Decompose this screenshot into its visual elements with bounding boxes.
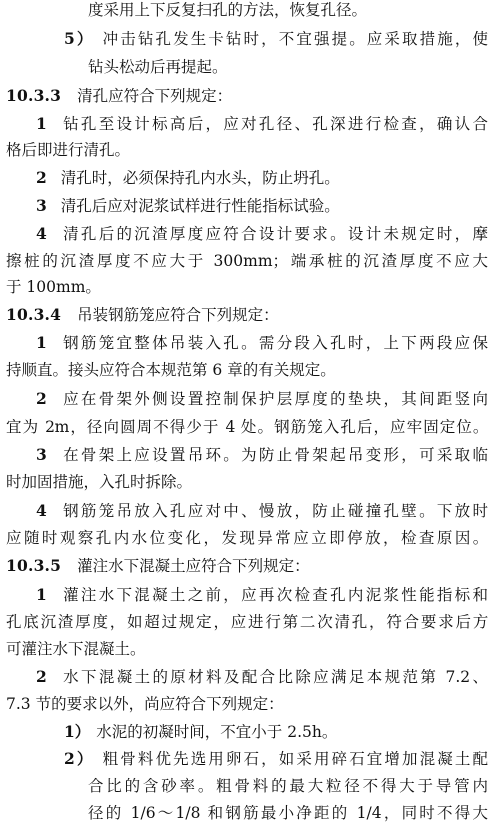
item-number: 2 <box>36 667 47 686</box>
item <box>0 580 488 610</box>
item <box>0 328 488 358</box>
item-number: 3 <box>36 445 47 464</box>
text-line <box>0 52 488 82</box>
line-text: 钢筋笼宜整体吊装入孔。需分段入孔时，上下两段应保 <box>60 334 488 352</box>
item-number: 1） <box>64 722 91 741</box>
line-text: 径的 1/6～1/8 和钢筋最小净距的 1/4，同时不得大 <box>88 804 488 822</box>
item-number: 5） <box>64 29 95 48</box>
line-text: 应在骨架外侧设置控制保护层厚度的垫块，其间距竖向 <box>60 390 488 408</box>
line-text: 7.3 节的要求以外，尚应符合下列规定： <box>6 695 284 713</box>
item-number: 2 <box>36 168 47 187</box>
text-line <box>0 634 488 664</box>
text-line <box>0 607 488 637</box>
clause-heading <box>0 81 488 111</box>
line-text: 持顺直。接头应符合本规范第 6 章的有关规定。 <box>6 361 336 379</box>
sub-item <box>0 717 488 747</box>
text-line <box>0 771 488 801</box>
item-number: 1 <box>36 114 47 133</box>
line-text: 粗骨料优先选用卵石，如采用碎石宜增加混凝土配 <box>100 750 488 768</box>
clause-heading <box>0 300 488 330</box>
item-number: 1 <box>36 333 47 352</box>
item <box>0 440 488 470</box>
line-text: 钢筋笼吊放入孔应对中、慢放，防止碰撞孔壁。下放时 <box>60 502 488 520</box>
line-text: 擦桩的沉渣厚度不应大于 300mm；端承桩的沉渣厚度不应大 <box>6 252 488 270</box>
clause-heading <box>0 551 488 581</box>
line-text: 水泥的初凝时间，不宜小于 2.5h。 <box>96 723 338 741</box>
line-text: 孔底沉渣厚度，如超过规定，应进行第二次清孔，符合要求后方 <box>6 613 488 631</box>
line-text: 水下混凝土的原材料及配合比除应满足本规范第 7.2、 <box>60 668 488 686</box>
line-text: 于 100mm。 <box>6 278 101 296</box>
clause-number: 10.3.3 <box>6 86 62 105</box>
line-text: 在骨架上应设置吊环。为防止骨架起吊变形，可采取临 <box>60 446 488 464</box>
line-text: 灌注水下混凝土之前，应再次检查孔内泥浆性能指标和 <box>60 586 488 604</box>
item <box>0 384 488 414</box>
line-text: 格后即进行清孔。 <box>6 141 131 159</box>
line-text: 时加固措施，入孔时拆除。 <box>6 473 193 491</box>
item <box>0 191 488 221</box>
line-text: 清孔后应对泥浆试样进行性能指标试验。 <box>60 197 340 215</box>
item <box>0 496 488 526</box>
item-number: 2 <box>36 389 47 408</box>
clause-number: 10.3.4 <box>6 305 62 324</box>
line-text: 钻头松动后再提起。 <box>88 58 228 76</box>
item <box>0 662 488 692</box>
clause-title: 清孔应符合下列规定： <box>77 87 233 105</box>
text-line <box>0 135 488 165</box>
item-number: 4 <box>36 501 47 520</box>
text-line <box>0 412 488 442</box>
clause-number: 10.3.5 <box>6 556 62 575</box>
item <box>0 163 488 193</box>
line-text: 冲击钻孔发生卡钻时，不宜强提。应采取措施，使 <box>100 30 488 48</box>
text-line <box>0 0 488 25</box>
sub-item <box>0 24 488 54</box>
line-text: 清孔后的沉渣厚度应符合设计要求。设计未规定时，摩 <box>60 225 488 243</box>
line-text: 钻孔至设计标高后，应对孔径、孔深进行检查，确认合 <box>60 115 488 133</box>
line-text: 可灌注水下混凝土。 <box>6 640 146 658</box>
line-text: 应随时观察孔内水位变化，发现异常应立即停放，检查原因。 <box>6 529 488 547</box>
sub-item <box>0 744 488 774</box>
text-line <box>0 798 488 828</box>
text-line <box>0 355 488 385</box>
line-text: 合比的含砂率。粗骨料的最大粒径不得大于导管内 <box>88 777 488 795</box>
item <box>0 219 488 249</box>
item-number: 1 <box>36 585 47 604</box>
clause-title: 吊装钢筋笼应符合下列规定： <box>77 306 279 324</box>
item-number: 2） <box>64 749 95 768</box>
item-number: 3 <box>36 196 47 215</box>
clause-title: 灌注水下混凝土应符合下列规定： <box>77 557 310 575</box>
text-line <box>0 467 488 497</box>
text-line <box>0 689 488 719</box>
line-text: 度采用上下反复扫孔的方法，恢复孔径。 <box>88 1 368 19</box>
item-number: 4 <box>36 224 47 243</box>
text-line <box>0 523 488 553</box>
line-text: 清孔时，必须保持孔内水头，防止坍孔。 <box>60 169 340 187</box>
line-text: 宜为 2m，径向圆周不得少于 4 处。钢筋笼入孔后，应牢固定位。 <box>6 418 488 436</box>
text-line <box>0 272 488 302</box>
